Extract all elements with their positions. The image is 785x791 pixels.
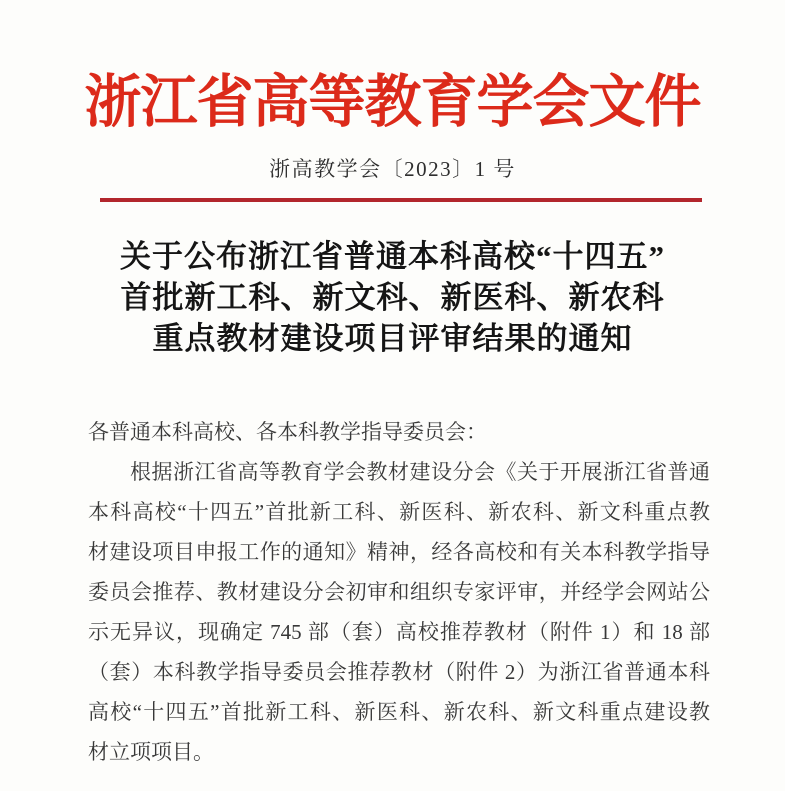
body-line: 材建设项目申报工作的通知》精神，经各高校和有关本科教学指导 — [88, 540, 710, 564]
body-line: 材立项项目。 — [88, 740, 214, 764]
body-line: 高校“十四五”首批新工科、新医科、新农科、新文科重点建设教 — [88, 700, 710, 724]
red-divider-rule — [100, 198, 702, 202]
org-title: 浙江省高等教育学会文件 — [84, 71, 701, 134]
body-line: 示无异议，现确定 745 部（套）高校推荐教材（附件 1）和 18 部 — [88, 620, 710, 644]
salutation-line: 各普通本科高校、各本科教学指导委员会： — [88, 420, 487, 444]
body-line: 根据浙江省高等教育学会教材建设分会《关于开展浙江省普通 — [130, 460, 710, 484]
body-line: （套）本科教学指导委员会推荐教材（附件 2）为浙江省普通本科 — [88, 660, 710, 684]
doc-number: 浙高教学会〔2023〕1 号 — [269, 157, 516, 181]
document-title-line: 关于公布浙江省普通本科高校“十四五” — [120, 239, 665, 274]
document-title — [0, 236, 785, 359]
body-line: 委员会推荐、教材建设分会初审和组织专家评审，并经学会网站公 — [88, 580, 710, 604]
document-body — [88, 412, 710, 772]
document-title-line: 首批新工科、新文科、新医科、新农科 — [120, 280, 665, 315]
body-line: 本科高校“十四五”首批新工科、新医科、新农科、新文科重点教 — [88, 500, 710, 524]
document-title-line: 重点教材建设项目评审结果的通知 — [152, 321, 633, 356]
